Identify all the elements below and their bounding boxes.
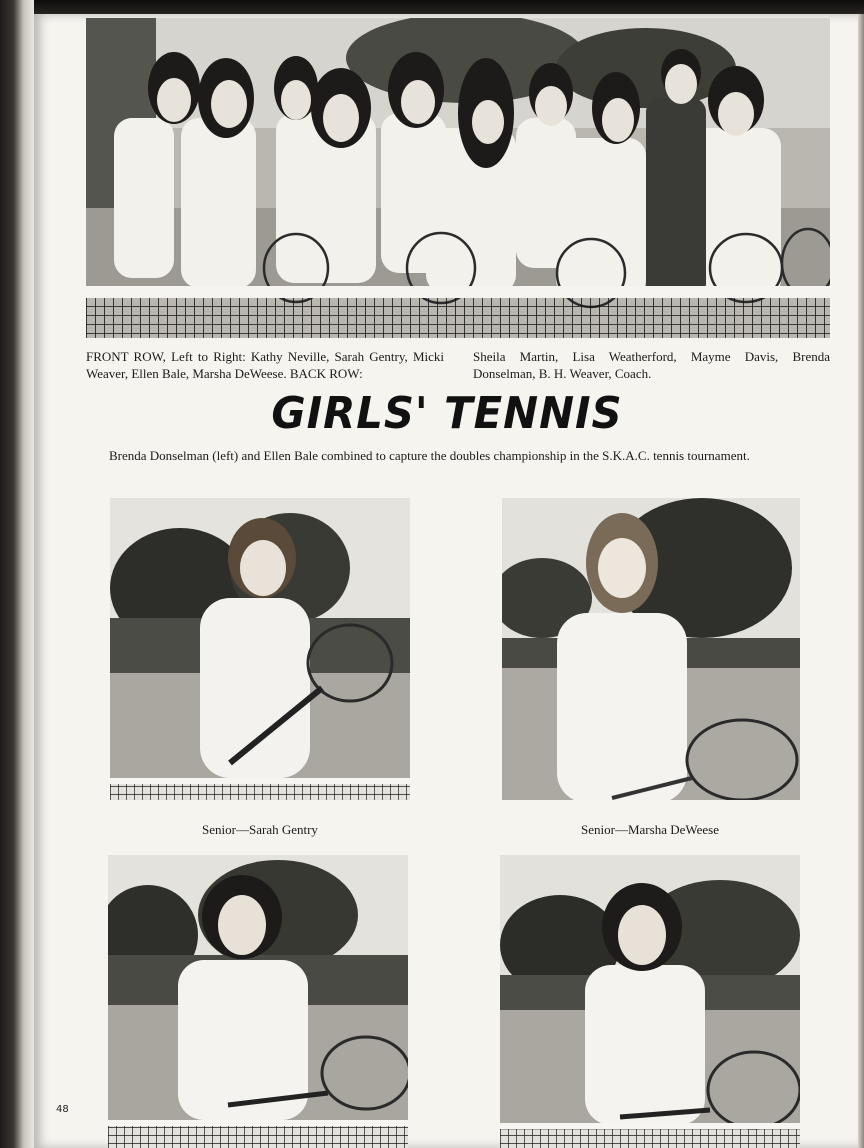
portrait-photo [500,855,800,1148]
intro-text: Brenda Donselman (left) and Ellen Bale combined to capture the doubles championship in the S.K.A.C. tennis tournament. [109,448,750,463]
binding-edge [0,0,34,1148]
team-group-photo [86,18,830,338]
group-caption-right: Sheila Martin, Lisa Weatherford, Mayme Davis, Brenda Donselman, B. H. Weaver, Coach. [473,349,830,381]
portrait-photo [110,498,410,800]
portrait-photo [502,498,800,800]
page-right-edge [858,14,864,1148]
page-title: GIRLS' TENNIS [271,388,623,439]
page-number: 48 [56,1104,69,1115]
group-caption-left: FRONT ROW, Left to Right: Kathy Neville, Sarah Gentry, Micki Weaver, Ellen Bale, Marsha DeWeese. BACK ROW: [86,349,444,381]
portrait-caption: Senior—Sarah Gentry [202,822,318,837]
portrait-photo [108,855,408,1148]
portrait-caption: Senior—Marsha DeWeese [581,822,719,837]
